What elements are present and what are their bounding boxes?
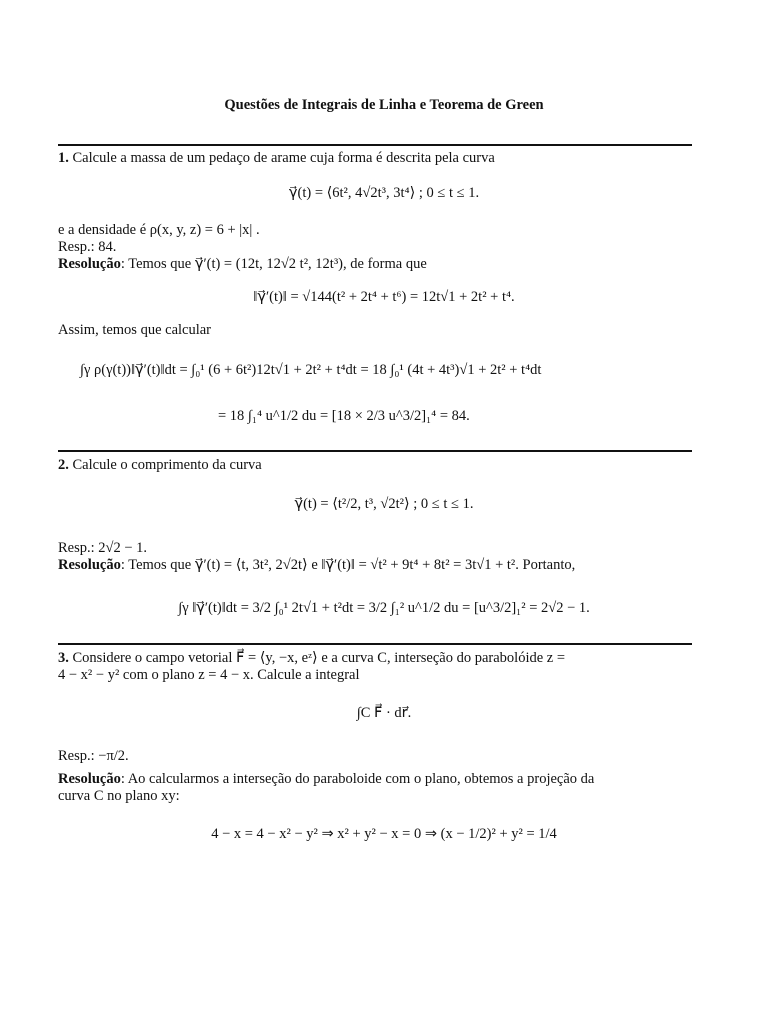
q3-resolution-text-1: : Ao calcularmos a interseção do paraboloide com o plano, obtemos a projeção da	[120, 771, 595, 787]
section-divider	[58, 144, 692, 146]
q3-answer: Resp.: −π/2.	[58, 748, 129, 764]
q1-answer: Resp.: 84.	[58, 239, 117, 255]
q3-number: 3.	[58, 650, 69, 666]
q3-resolution-line-1	[58, 771, 594, 788]
q1-assim: Assim, temos que calcular	[58, 322, 212, 338]
q1-curve-equation: γ⃗(t) = ⟨6t², 4√2t³, 3t⁴⟩ ; 0 ≤ t ≤ 1.	[288, 185, 480, 201]
q3-projection-equation: 4 − x = 4 − x² − y² ⇒ x² + y² − x = 0 ⇒ (x − 1/2)² + y² = 1/4	[211, 826, 557, 842]
q3-resolution-line-2: curva C no plano xy:	[58, 788, 180, 804]
section-divider	[58, 450, 692, 452]
q1-number: 1.	[58, 150, 69, 166]
q2-number: 2.	[58, 457, 69, 473]
section-divider	[58, 643, 692, 645]
q2-integral: ∫γ ‖γ⃗′(t)‖dt = 3/2 ∫₀¹ 2t√1 + t²dt = 3/2 ∫₁² u^1/2 du = [u^3/2]₁² = 2√2 − 1.	[178, 600, 590, 616]
q1-density: e a densidade é ρ(x, y, z) = 6 + |x| .	[58, 222, 260, 238]
q2-text: Calcule o comprimento da curva	[72, 457, 262, 473]
q2-resolution-label: Resolução	[58, 557, 121, 573]
q1-statement	[58, 150, 495, 167]
q2-curve-equation: γ⃗(t) = ⟨t²/2, t³, √2t²⟩ ; 0 ≤ t ≤ 1.	[294, 496, 474, 512]
q2-answer: Resp.: 2√2 − 1.	[58, 540, 148, 556]
q2-resolution-text: : Temos que γ⃗′(t) = ⟨t, 3t², 2√2t⟩ e ‖γ⃗′(t)‖ = √t² + 9t⁴ + 8t² = 3t√1 + t². Portanto,	[120, 557, 576, 573]
q1-integral-line-1: ∫γ ρ(γ(t))‖γ⃗′(t)‖dt = ∫₀¹ (6 + 6t²)12t√1 + 2t² + t⁴dt = 18 ∫₀¹ (4t + 4t³)√1 + 2t² + t⁴dt	[80, 362, 542, 378]
q3-statement-line-1	[58, 650, 565, 667]
q2-resolution	[58, 557, 575, 574]
q1-resolution	[58, 256, 427, 273]
q1-text: Calcule a massa de um pedaço de arame cuja forma é descrita pela curva	[72, 150, 495, 166]
page-title: Questões de Integrais de Linha e Teorema de Green	[224, 97, 544, 113]
q1-resolution-text: : Temos que γ⃗′(t) = (12t, 12√2 t², 12t³), de forma que	[120, 256, 427, 272]
q3-text-1: Considere o campo vetorial F⃗ = ⟨y, −x, eᶻ⟩ e a curva C, interseção do parabolóide z =	[72, 650, 566, 666]
q3-statement-line-2: 4 − x² − y² com o plano z = 4 − x. Calcule a integral	[58, 667, 360, 683]
q1-integral-line-2: = 18 ∫₁⁴ u^1/2 du = [18 × 2/3 u^3/2]₁⁴ = 84.	[218, 408, 470, 424]
q3-integral: ∫C F⃗ · dr⃗.	[356, 705, 412, 721]
q1-norm-equation: ‖γ⃗′(t)‖ = √144(t² + 2t⁴ + t⁶) = 12t√1 + 2t² + t⁴.	[253, 289, 515, 305]
q2-statement	[58, 457, 262, 474]
q3-resolution-label: Resolução	[58, 771, 121, 787]
q1-resolution-label: Resolução	[58, 256, 121, 272]
